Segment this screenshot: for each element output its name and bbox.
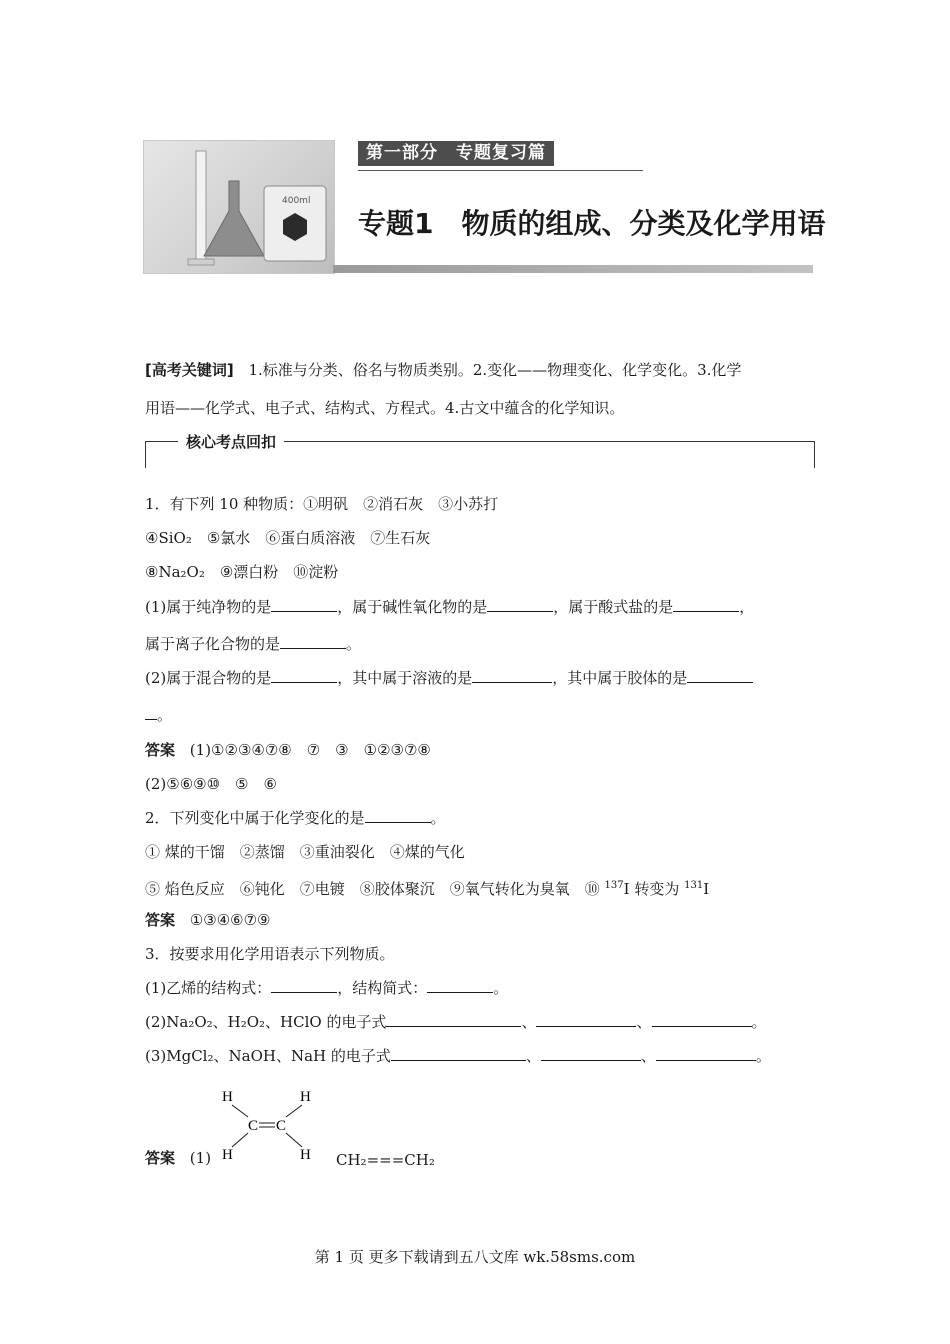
q3-part2-a: (2)Na₂O₂、H₂O₂、HClO 的电子式 (145, 1013, 387, 1031)
q1-part2 (145, 668, 753, 688)
answer-blank[interactable] (280, 634, 346, 649)
q2-answer (145, 910, 270, 930)
title-bar (333, 265, 813, 273)
separator: 、 (525, 1047, 541, 1065)
q3-stem: 3．按要求用化学用语表示下列物质。 (145, 945, 395, 963)
q3-answer (145, 1148, 211, 1168)
q3-part3 (145, 1046, 771, 1066)
answer-blank[interactable] (652, 1012, 752, 1027)
keywords-line2: 用语——化学式、电子式、结构式、方程式。4.古文中蕴含的化学知识。 (145, 399, 625, 417)
answer-blank[interactable] (673, 597, 739, 612)
answer-blank[interactable] (656, 1046, 756, 1061)
atom-h: H (300, 1089, 311, 1105)
period: 。 (755, 1047, 771, 1065)
q3-answer-prefix: (1) (189, 1149, 212, 1167)
q1-stem: 1．有下列 10 种物质：①明矾 ②消石灰 ③小苏打 (145, 495, 499, 513)
keywords-text1: 1.标准与分类、俗名与物质类别。2.变化——物理变化、化学变化。3.化学 (248, 361, 742, 379)
q1-part1-f: 。 (346, 635, 362, 653)
bond-line (286, 1133, 302, 1147)
q1-answer-line1 (145, 740, 431, 760)
atom-h: H (222, 1147, 233, 1163)
q3-part1-c: 。 (493, 979, 509, 997)
separator: 、 (640, 1047, 656, 1065)
q1-part1-e: 属于离子化合物的是 (145, 635, 281, 653)
beaker-label: 400ml (282, 196, 311, 206)
part-label: 第一部分 专题复习篇 (358, 141, 554, 166)
q2-answer-text: ①③④⑥⑦⑨ (189, 911, 271, 929)
atom-h: H (222, 1089, 233, 1105)
answer-blank[interactable] (427, 978, 493, 993)
q3-answer-simple: CH₂===CH₂ (336, 1151, 435, 1169)
q1-part2-a: (2)属于混合物的是 (145, 669, 272, 687)
q1-part2-d: 。 (157, 706, 173, 724)
q1-part1-c: ，属于酸式盐的是 (553, 598, 674, 616)
answer-blank[interactable] (541, 1046, 641, 1061)
answer-blank[interactable] (271, 597, 337, 612)
q2-stem (145, 808, 446, 828)
keywords-line1 (145, 360, 741, 380)
period: 。 (751, 1013, 767, 1031)
answer-blank[interactable] (365, 808, 431, 823)
answer-blank[interactable] (687, 668, 753, 683)
answer-blank[interactable] (536, 1012, 636, 1027)
q3-part1-b: ，结构简式： (337, 979, 428, 997)
q2-items-2b: I 转变为 (623, 880, 685, 898)
q1-part1-a: (1)属于纯净物的是 (145, 598, 272, 616)
q1-part1-cont (145, 634, 361, 654)
q1-part1-d: ， (739, 598, 755, 616)
page-footer: 第 1 页 更多下载请到五八文库 wk.58sms.com (314, 1248, 636, 1266)
answer-blank[interactable] (145, 705, 157, 720)
answer-blank[interactable] (472, 668, 552, 683)
separator: 、 (636, 1013, 652, 1031)
page-title: 专题1 物质的组成、分类及化学用语 (358, 207, 826, 240)
q3-part1 (145, 978, 508, 998)
atom-c: C (248, 1118, 259, 1134)
atom-c: C (276, 1118, 287, 1134)
q1-answer1: (1)①②③④⑦⑧ ⑦ ③ ①②③⑦⑧ (189, 741, 431, 759)
q2-stem-a: 2．下列变化中属于化学变化的是 (145, 809, 365, 827)
part-divider (358, 170, 643, 171)
q3-part2 (145, 1012, 767, 1032)
answer-blank[interactable] (386, 1012, 521, 1027)
answer-blank[interactable] (487, 597, 553, 612)
q1-part2-c: ，其中属于胶体的是 (552, 669, 688, 687)
mass-number: 137 (604, 880, 624, 891)
q2-stem-b: 。 (430, 809, 446, 827)
q3-part3-a: (3)MgCl₂、NaOH、NaH 的电子式 (145, 1047, 391, 1065)
q2-items-2 (145, 876, 709, 899)
q1-part2-b: ，其中属于溶液的是 (337, 669, 473, 687)
q3-part1-a: (1)乙烯的结构式： (145, 979, 272, 997)
bond-line (232, 1133, 248, 1147)
section-title: 核心考点回扣 (178, 431, 284, 452)
answer-label: 答案 (145, 741, 176, 759)
q2-items-2a: ⑤ 焰色反应 ⑥钝化 ⑦电镀 ⑧胶体聚沉 ⑨氧气转化为臭氧 ⑩ (145, 880, 605, 898)
bond-line (286, 1105, 302, 1117)
atom-h: H (300, 1147, 311, 1163)
q1-items-3: ⑧Na₂O₂ ⑨漂白粉 ⑩淀粉 (145, 563, 339, 581)
bond-line (232, 1105, 248, 1117)
answer-blank[interactable] (271, 668, 337, 683)
q1-part2-cont (145, 705, 172, 725)
answer-blank[interactable] (391, 1046, 526, 1061)
q1-part1 (145, 597, 754, 617)
q1-part1-b: ，属于碱性氧化物的是 (337, 598, 488, 616)
q1-answer-line2: (2)⑤⑥⑨⑩ ⑤ ⑥ (145, 775, 277, 793)
mass-number: 131 (684, 880, 704, 891)
answer-label: 答案 (145, 1149, 176, 1167)
answer-label: 答案 (145, 911, 176, 929)
q2-items-1: ① 煤的干馏 ②蒸馏 ③重油裂化 ④煤的气化 (145, 843, 465, 861)
q1-items-2: ④SiO₂ ⑤氯水 ⑥蛋白质溶液 ⑦生石灰 (145, 529, 431, 547)
separator: 、 (521, 1013, 537, 1031)
q2-items-2c: I (703, 880, 710, 898)
keywords-label: [高考关键词] (145, 361, 234, 379)
lab-glassware-image (143, 140, 335, 274)
ethylene-structure-diagram (218, 1083, 328, 1173)
answer-blank[interactable] (271, 978, 337, 993)
